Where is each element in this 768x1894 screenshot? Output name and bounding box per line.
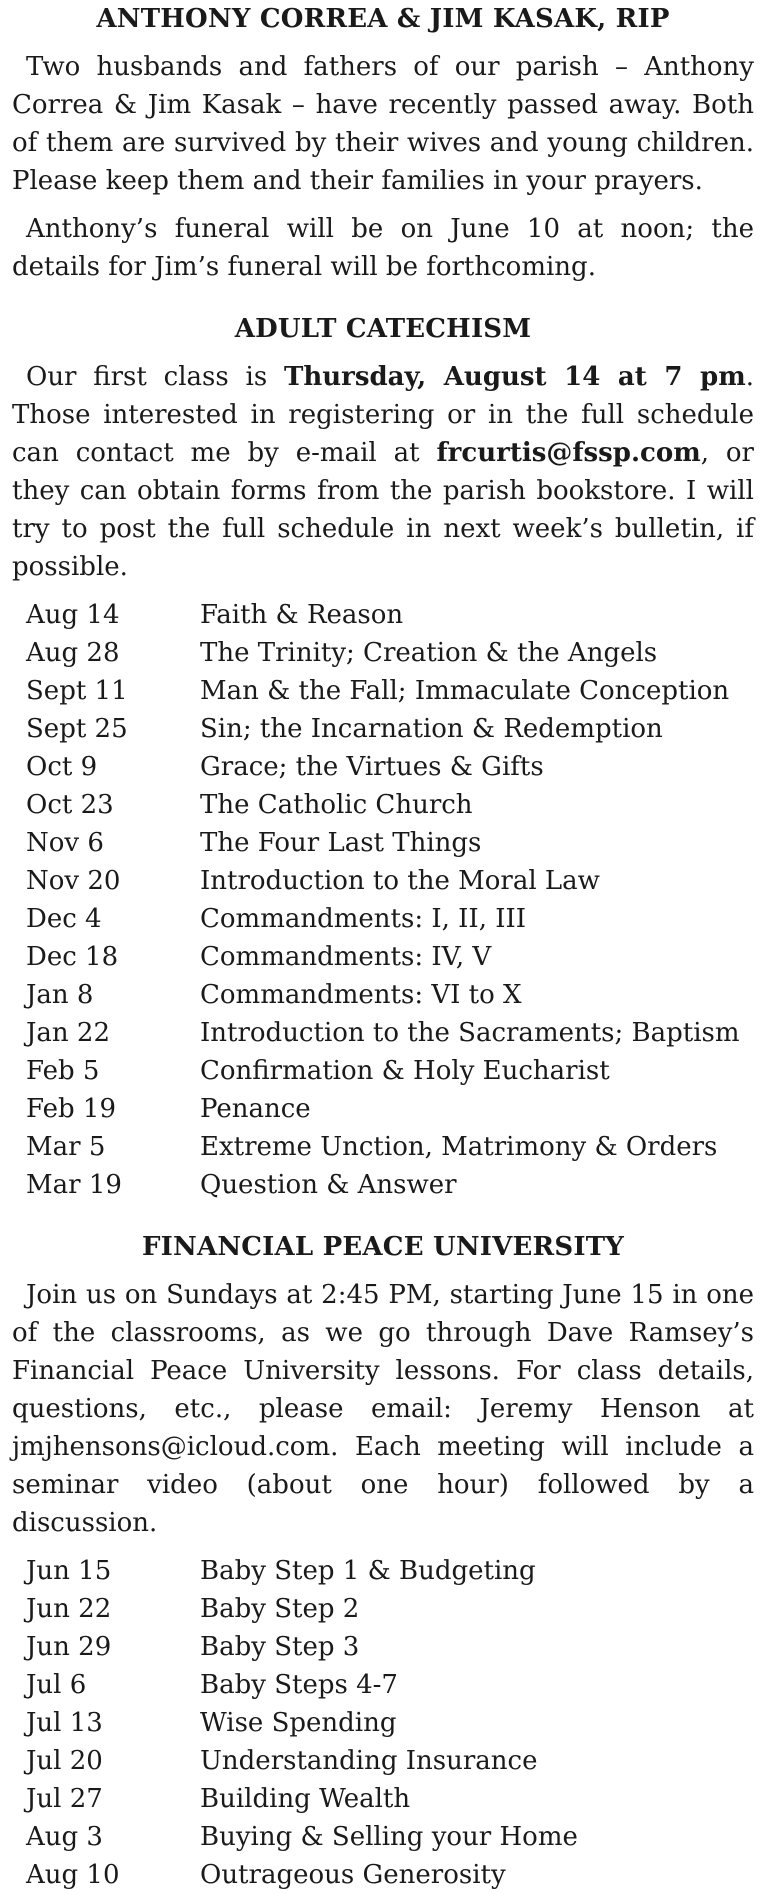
financial-peace-schedule bbox=[12, 1552, 754, 1894]
schedule-row bbox=[12, 1856, 754, 1894]
schedule-row bbox=[12, 1014, 754, 1052]
schedule-date: Feb 5 bbox=[26, 1056, 100, 1086]
schedule-row bbox=[12, 1628, 754, 1666]
schedule-date: Jun 15 bbox=[26, 1556, 112, 1586]
schedule-row bbox=[12, 1780, 754, 1818]
catechism-paragraph bbox=[12, 358, 754, 586]
schedule-row bbox=[12, 862, 754, 900]
schedule-date: Oct 9 bbox=[26, 752, 98, 782]
schedule-topic: Commandments: I, II, III bbox=[200, 904, 527, 934]
schedule-topic: Buying & Selling your Home bbox=[200, 1822, 578, 1852]
financial-peace-section bbox=[12, 1228, 754, 1894]
schedule-row bbox=[12, 1052, 754, 1090]
schedule-date: Aug 28 bbox=[26, 638, 120, 668]
schedule-row bbox=[12, 1666, 754, 1704]
schedule-date: Sept 25 bbox=[26, 714, 128, 744]
schedule-date: Feb 19 bbox=[26, 1094, 116, 1124]
schedule-date: Aug 3 bbox=[26, 1822, 103, 1852]
schedule-date: Sept 11 bbox=[26, 676, 128, 706]
schedule-date: Jul 13 bbox=[26, 1708, 103, 1738]
schedule-topic: Baby Step 1 & Budgeting bbox=[200, 1556, 536, 1586]
schedule-topic: The Trinity; Creation & the Angels bbox=[200, 638, 658, 668]
schedule-topic: Grace; the Virtues & Gifts bbox=[200, 752, 544, 782]
schedule-row bbox=[12, 1128, 754, 1166]
schedule-row bbox=[12, 748, 754, 786]
schedule-row bbox=[12, 1742, 754, 1780]
catechism-heading: ADULT CATECHISM bbox=[234, 314, 532, 344]
schedule-date: Dec 4 bbox=[26, 904, 102, 934]
schedule-topic: Wise Spending bbox=[200, 1708, 397, 1738]
schedule-topic: The Four Last Things bbox=[200, 828, 482, 858]
schedule-date: Jul 27 bbox=[26, 1784, 103, 1814]
schedule-topic: Confirmation & Holy Eucharist bbox=[200, 1056, 610, 1086]
financial-peace-heading: FINANCIAL PEACE UNIVERSITY bbox=[141, 1232, 625, 1262]
schedule-row bbox=[12, 596, 754, 634]
schedule-row bbox=[12, 786, 754, 824]
schedule-row bbox=[12, 1552, 754, 1590]
catechism-schedule bbox=[12, 596, 754, 1204]
schedule-row bbox=[12, 938, 754, 976]
schedule-row bbox=[12, 634, 754, 672]
rip-paragraph-2: Anthony’s funeral will be on June 10 at noon; the details for Jim’s funeral will be forthcoming. bbox=[12, 214, 754, 282]
schedule-topic: Building Wealth bbox=[200, 1784, 411, 1814]
catechism-text-c: . Those interested in registering or in the full schedule can contact me by e-mail at bbox=[12, 362, 754, 468]
schedule-date: Aug 10 bbox=[26, 1860, 120, 1890]
schedule-row bbox=[12, 672, 754, 710]
schedule-topic: Penance bbox=[200, 1094, 311, 1124]
schedule-topic: Outrageous Generosity bbox=[200, 1860, 506, 1890]
contact-email: frcurtis@fssp.com bbox=[436, 438, 701, 468]
first-class-date: Thursday, August 14 at 7 pm bbox=[283, 362, 746, 392]
schedule-topic: Understanding Insurance bbox=[200, 1746, 538, 1776]
schedule-date: Jun 29 bbox=[26, 1632, 112, 1662]
schedule-date: Mar 19 bbox=[26, 1170, 122, 1200]
rip-heading: ANTHONY CORREA & JIM KASAK, RIP bbox=[96, 4, 670, 34]
schedule-topic: Faith & Reason bbox=[200, 600, 404, 630]
rip-paragraph-1: Two husbands and fathers of our parish – Anthony Correa & Jim Kasak – have recently passed away. Both of them are survived by their wives and young children. Please keep them and their families in your prayers. bbox=[12, 52, 754, 196]
schedule-date: Aug 14 bbox=[26, 600, 120, 630]
schedule-topic: Extreme Unction, Matrimony & Orders bbox=[200, 1132, 718, 1162]
schedule-row bbox=[12, 1090, 754, 1128]
schedule-topic: Baby Steps 4-7 bbox=[200, 1670, 398, 1700]
schedule-topic: Sin; the Incarnation & Redemption bbox=[200, 714, 663, 744]
financial-peace-paragraph: Join us on Sundays at 2:45 PM, starting June 15 in one of the classrooms, as we go through Dave Ramsey’s Financial Peace University lessons. For class details, questions, etc., please email: Jeremy Henson at jmjhensons@icloud.com. Each meeting will include a seminar video (about one hour) followed by a discussion. bbox=[12, 1280, 754, 1538]
schedule-topic: Question & Answer bbox=[200, 1170, 457, 1200]
schedule-row bbox=[12, 710, 754, 748]
schedule-date: Jun 22 bbox=[26, 1594, 112, 1624]
schedule-topic: Commandments: VI to X bbox=[200, 980, 522, 1010]
schedule-topic: Introduction to the Moral Law bbox=[200, 866, 600, 896]
catechism-text-e: , or they can obtain forms from the parish bookstore. I will try to post the full schedule in next week’s bulletin, if possible. bbox=[12, 438, 754, 582]
schedule-row bbox=[12, 1818, 754, 1856]
schedule-topic: Introduction to the Sacraments; Baptism bbox=[200, 1018, 740, 1048]
schedule-row bbox=[12, 1704, 754, 1742]
schedule-topic: Man & the Fall; Immaculate Conception bbox=[200, 676, 730, 706]
schedule-date: Jul 6 bbox=[26, 1670, 87, 1700]
schedule-topic: The Catholic Church bbox=[200, 790, 473, 820]
schedule-topic: Baby Step 2 bbox=[200, 1594, 360, 1624]
catechism-section bbox=[12, 310, 754, 1204]
schedule-date: Jan 8 bbox=[26, 980, 94, 1010]
schedule-date: Jan 22 bbox=[26, 1018, 111, 1048]
schedule-row bbox=[12, 824, 754, 862]
schedule-date: Jul 20 bbox=[26, 1746, 103, 1776]
schedule-row bbox=[12, 976, 754, 1014]
schedule-row bbox=[12, 900, 754, 938]
schedule-row bbox=[12, 1166, 754, 1204]
rip-section bbox=[12, 0, 754, 286]
catechism-text-a: Our first class is bbox=[26, 362, 284, 392]
schedule-date: Nov 6 bbox=[26, 828, 104, 858]
schedule-topic: Baby Step 3 bbox=[200, 1632, 360, 1662]
schedule-date: Oct 23 bbox=[26, 790, 114, 820]
schedule-date: Dec 18 bbox=[26, 942, 119, 972]
schedule-date: Nov 20 bbox=[26, 866, 121, 896]
schedule-row bbox=[12, 1590, 754, 1628]
schedule-topic: Commandments: IV, V bbox=[200, 942, 492, 972]
schedule-date: Mar 5 bbox=[26, 1132, 106, 1162]
